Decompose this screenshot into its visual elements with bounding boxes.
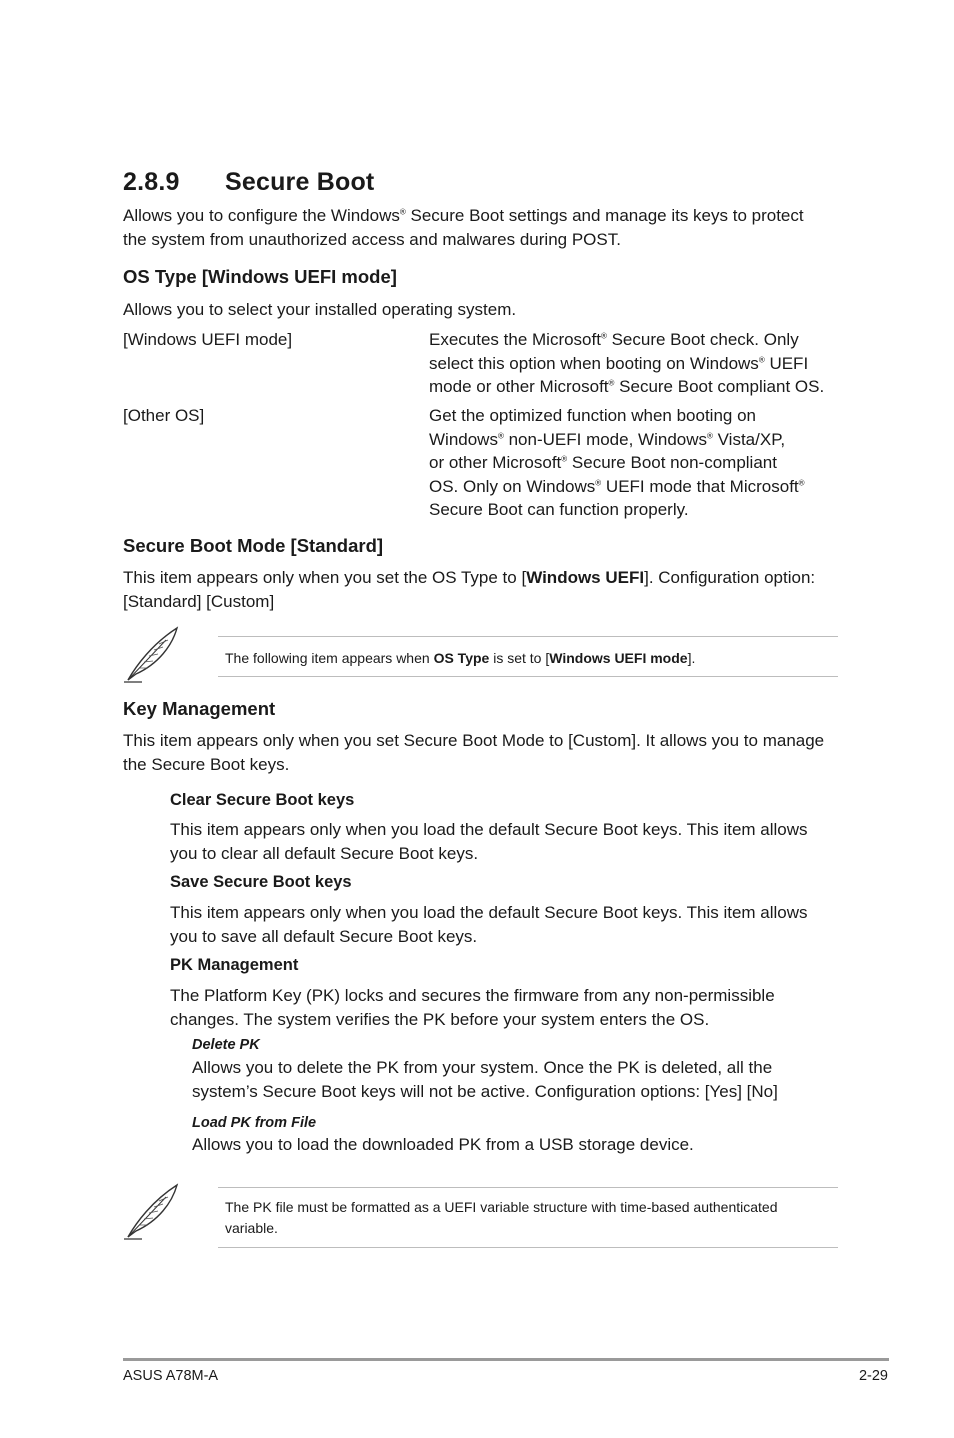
intro-text-a: Allows you to configure the Windows xyxy=(123,206,400,225)
pk-management-description xyxy=(170,984,860,1031)
opt2-text: Vista/XP, xyxy=(712,429,786,449)
option-other-os-label: [Other OS] xyxy=(123,406,205,425)
intro-text-c: the system from unauthorized access and malwares during POST. xyxy=(123,229,621,249)
opt2-text: Windows xyxy=(429,429,498,449)
note-1-text xyxy=(225,648,695,669)
ck-text: This item appears only when you load the default Secure Boot keys. This item allows xyxy=(170,820,808,839)
opt2-text: Secure Boot non-compliant xyxy=(567,453,777,472)
registered-mark: ® xyxy=(707,430,713,440)
os-type-description: Allows you to select your installed operating system. xyxy=(123,300,517,319)
ck-text: you to clear all default Secure Boot keys. xyxy=(170,843,479,863)
pk-text: changes. The system verifies the PK before your system enters the OS. xyxy=(170,1009,710,1029)
clear-keys-heading: Clear Secure Boot keys xyxy=(170,791,355,809)
note-rule-bottom xyxy=(218,1247,838,1248)
intro-text-b: Secure Boot settings and manage its keys to protect xyxy=(405,206,804,225)
note-text: variable. xyxy=(225,1220,278,1236)
feather-pen-icon xyxy=(122,626,180,684)
sbm-text: ]. Configuration option: xyxy=(644,568,816,587)
registered-mark: ® xyxy=(399,207,406,217)
registered-mark: ® xyxy=(497,430,504,440)
opt2-text: UEFI mode that Microsoft xyxy=(601,476,799,496)
note-text-bold: Windows UEFI mode xyxy=(549,650,688,666)
registered-mark: ® xyxy=(595,477,602,487)
delete-pk-heading: Delete PK xyxy=(192,1037,260,1053)
delete-pk-description xyxy=(192,1056,862,1103)
note-rule-bottom xyxy=(218,676,838,677)
feather-pen-icon xyxy=(122,1183,180,1241)
dpk-text: Allows you to delete the PK from your system. Once the PK is deleted, all the xyxy=(192,1058,773,1077)
clear-keys-description xyxy=(170,818,860,865)
load-pk-heading: Load PK from File xyxy=(192,1115,317,1131)
note-text: ]. xyxy=(687,650,696,666)
opt1-text: select this option when booting on Windows xyxy=(429,353,759,373)
note-text: is set to [ xyxy=(489,650,550,666)
opt2-text: OS. Only on Windows xyxy=(429,476,596,496)
sk-text: you to save all default Secure Boot keys. xyxy=(170,926,478,946)
secure-boot-mode-description xyxy=(123,566,853,613)
opt1-text: Secure Boot check. Only xyxy=(606,330,799,349)
save-keys-heading: Save Secure Boot keys xyxy=(170,873,352,891)
os-type-heading: OS Type [Windows UEFI mode] xyxy=(123,266,397,287)
km-text: the Secure Boot keys. xyxy=(123,754,290,774)
option-windows-uefi-label: [Windows UEFI mode] xyxy=(123,330,293,349)
pk-management-heading: PK Management xyxy=(170,956,299,974)
sbm-options: [Standard] [Custom] xyxy=(123,591,275,611)
note-text: The PK file must be formatted as a UEFI variable structure with time-based authenticated xyxy=(225,1199,778,1215)
registered-mark: ® xyxy=(758,354,765,364)
registered-mark: ® xyxy=(608,378,615,388)
opt2-text: or other Microsoft xyxy=(429,453,562,472)
section-intro xyxy=(123,204,853,251)
opt1-text: Executes the Microsoft xyxy=(429,330,601,349)
save-keys-description xyxy=(170,901,860,948)
note-text-bold: OS Type xyxy=(433,650,490,666)
opt2-text: non-UEFI mode, Windows xyxy=(503,429,708,449)
note-2-text xyxy=(225,1197,835,1239)
note-rule-top xyxy=(218,1187,838,1188)
note-rule-top xyxy=(218,636,838,637)
opt2-text: Secure Boot can function properly. xyxy=(429,500,689,519)
dpk-text: system’s Secure Boot keys will not be active. Configuration options: [Yes] [No] xyxy=(192,1081,778,1101)
section-heading xyxy=(123,168,374,197)
key-management-heading: Key Management xyxy=(123,698,276,719)
key-management-description xyxy=(123,729,853,776)
section-number: 2.8.9 xyxy=(123,168,180,196)
km-text: This item appears only when you set Secure Boot Mode to [Custom]. It allows you to manage xyxy=(123,731,825,750)
note-text: The following item appears when xyxy=(225,650,434,666)
registered-mark: ® xyxy=(798,477,805,487)
pk-text: The Platform Key (PK) locks and secures the firmware from any non-permissible xyxy=(170,986,775,1005)
footer-product-name: ASUS A78M-A xyxy=(123,1368,219,1384)
opt1-text: Secure Boot compliant OS. xyxy=(614,377,825,396)
option-windows-uefi-description xyxy=(429,328,859,399)
sbm-text: This item appears only when you set the OS Type to [ xyxy=(123,568,527,587)
secure-boot-mode-heading: Secure Boot Mode [Standard] xyxy=(123,535,384,556)
opt2-text: Get the optimized function when booting on xyxy=(429,406,756,425)
opt1-text: UEFI xyxy=(764,353,809,373)
section-title: Secure Boot xyxy=(225,168,375,196)
sbm-text-bold: Windows UEFI xyxy=(526,568,645,587)
opt1-text: mode or other Microsoft xyxy=(429,377,609,396)
registered-mark: ® xyxy=(561,454,568,464)
footer-rule xyxy=(123,1358,889,1361)
footer-page-number: 2-29 xyxy=(858,1368,888,1384)
option-other-os-description xyxy=(429,404,859,522)
sk-text: This item appears only when you load the default Secure Boot keys. This item allows xyxy=(170,903,808,922)
load-pk-description: Allows you to load the downloaded PK from a USB storage device. xyxy=(192,1135,694,1154)
registered-mark: ® xyxy=(600,331,607,341)
